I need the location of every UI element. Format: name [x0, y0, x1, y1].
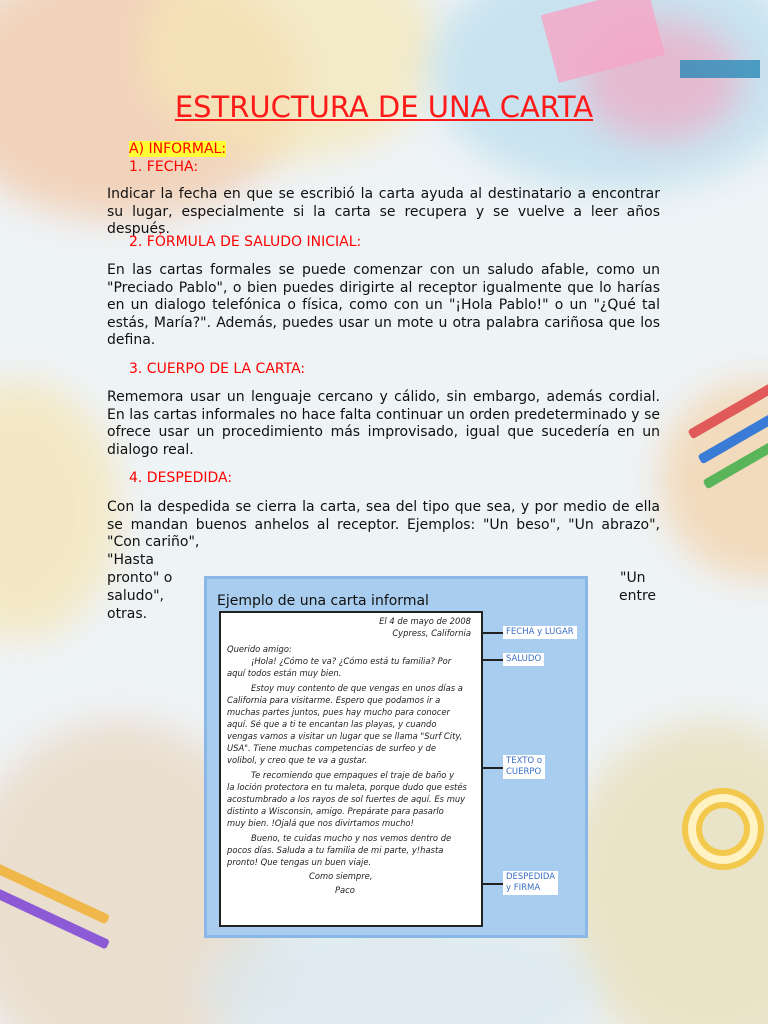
letter-line: la loción protectora en tu maleta, porque dudo que estés [227, 782, 467, 792]
letter-line: California para visitarme. Espero que podamos ir a [227, 695, 441, 705]
heading-despedida: 4. DESPEDIDA: [129, 470, 233, 486]
letter-signature: Paco [335, 885, 355, 895]
letter-line: vengas vamos a visitar un lugar que se llama "Surf City, [227, 731, 463, 741]
letter-line: pocos días. Saluda a tu familia de mi parte, y!hasta [227, 845, 444, 855]
tag-texto-line2: CUERPO [506, 767, 542, 777]
letter-line: USA". Tiene muchas competencias de surfeo y de [227, 743, 437, 753]
paragraph-fragment: saludo", [107, 588, 164, 604]
paragraph-despedida: Con la despedida se cierra la carta, sea del tipo que sea, y por medio de ella se mandan buenos anhelos al receptor. Ejemplos: "Un beso", "Un abrazo", "Con cariño", [107, 499, 660, 551]
tag-texto-cuerpo [503, 755, 545, 779]
letter-line: Bueno, te cuidas mucho y nos vemos dentro de [251, 833, 452, 843]
connector-line [483, 767, 503, 769]
paragraph-fragment: pronto" o [107, 570, 173, 586]
figure-caption: Ejemplo de una carta informal [217, 593, 429, 609]
example-letter-figure [204, 576, 588, 938]
letter-closing: Como siempre, [309, 871, 373, 881]
heading-saludo: 2. FÓRMULA DE SALUDO INICIAL: [129, 234, 362, 250]
letter-place: Cypress, California [392, 628, 471, 638]
connector-line [483, 883, 503, 885]
letter-line: Estoy muy contento de que vengas en unos días a [251, 683, 463, 693]
letter-line: aquí. Sé que a ti te encantan las playas, y cuando [227, 719, 437, 729]
connector-line [483, 632, 503, 634]
tag-despedida-line1: DESPEDIDA [506, 872, 556, 882]
tag-despedida-line2: y FIRMA [506, 883, 541, 893]
paragraph-fragment: otras. [107, 606, 148, 622]
paragraph-saludo: En las cartas formales se puede comenzar con un saludo afable, como un "Preciado Pablo", o bien puedes dirigirte al receptor igualmente que lo harías en un dialogo telefónica o física, como con un "¡Hola Pablo!" o un "¿Qué tal estás, María?". Además, puedes usar un mote u otra palabra cariñosa que los defina. [107, 262, 660, 349]
tag-saludo: SALUDO [503, 653, 544, 666]
section-type-label: A) INFORMAL: [129, 141, 227, 157]
letter-line: muchas partes juntos, pues hay mucho para conocer [227, 707, 451, 717]
connector-line [483, 659, 503, 661]
page-title: ESTRUCTURA DE UNA CARTA [174, 90, 594, 124]
letter-line: muy bien. !Ojalá que nos divirtamos mucho! [227, 818, 414, 828]
paragraph-fecha: Indicar la fecha en que se escribió la carta ayuda al destinatario a encontrar su lugar, especialmente si la carta se recupera y se vuelve a leer años después. [107, 186, 660, 238]
tag-despedida-firma [503, 871, 558, 895]
letter-date: El 4 de mayo de 2008 [379, 616, 471, 626]
letter-line: acostumbrado a los rayos de sol fuertes de aquí. Es muy [227, 794, 466, 804]
tag-fecha-lugar: FECHA y LUGAR [503, 626, 577, 639]
letter-line: aquí todos están muy bien. [227, 668, 342, 678]
paragraph-cuerpo: Rememora usar un lenguaje cercano y cálido, sin embargo, además cordial. En las cartas informales no hace falta continuar un orden predeterminado y se ofrece usar un procedimiento más improvisado, igual que sucedería en un dialogo real. [107, 389, 660, 458]
letter-greeting: Querido amigo: [227, 644, 292, 654]
paragraph-fragment: "Un [620, 570, 646, 586]
letter-line: ¡Hola! ¿Cómo te va? ¿Cómo está tu familia? Por [251, 656, 452, 666]
letter-line: volibol, y creo que te va a gustar. [227, 755, 368, 765]
letter-sheet [219, 611, 483, 927]
heading-fecha: 1. FECHA: [129, 159, 199, 175]
letter-line: distinto a Wisconsin, amigo. Prepárate para pasarlo [227, 806, 444, 816]
paragraph-fragment: entre [619, 588, 657, 604]
letter-line: Te recomiendo que empaques el traje de baño y [251, 770, 455, 780]
letter-line: pronto! Que tengas un buen viaje. [227, 857, 372, 867]
paragraph-fragment: "Hasta [107, 552, 154, 568]
tag-texto-line1: TEXTO o [506, 756, 543, 766]
heading-cuerpo: 3. CUERPO DE LA CARTA: [129, 361, 306, 377]
